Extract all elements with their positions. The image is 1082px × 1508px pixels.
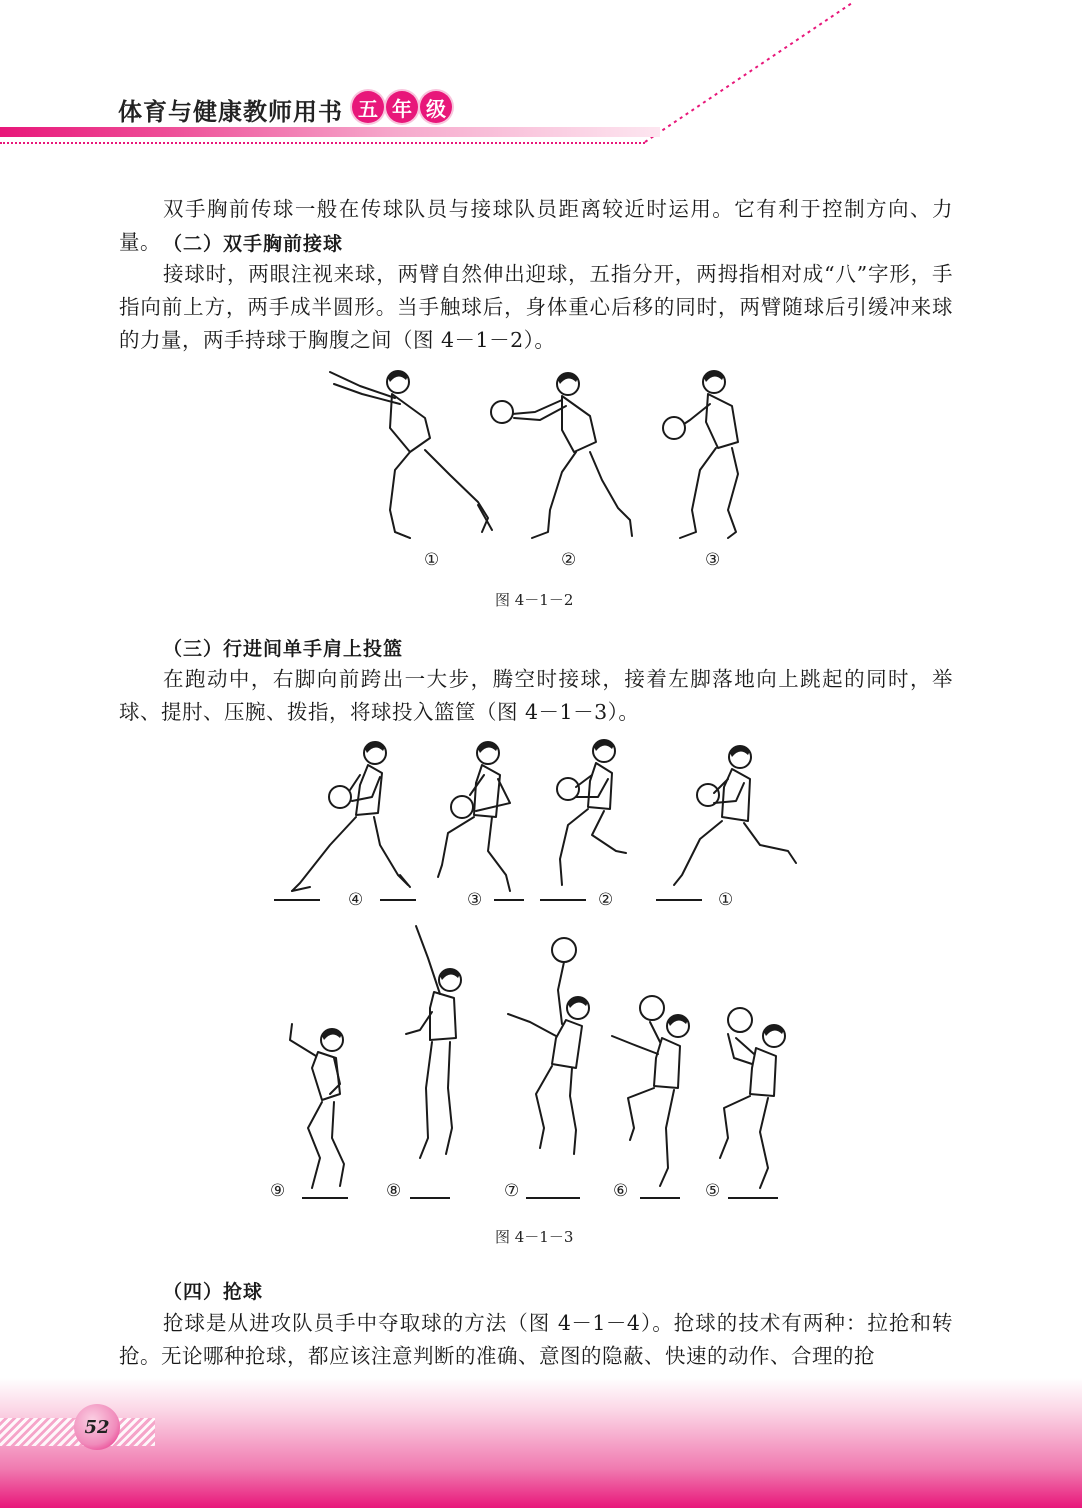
section-heading: （二）双手胸前接球 xyxy=(163,233,344,255)
player-illustration xyxy=(508,938,589,1154)
figure-label: ③ xyxy=(467,890,483,910)
player-illustration xyxy=(290,1024,344,1188)
player-illustration xyxy=(438,742,510,891)
figure-label: ⑥ xyxy=(613,1181,629,1201)
player-illustration xyxy=(330,371,492,538)
figure-label: ⑧ xyxy=(386,1181,402,1201)
page-header xyxy=(0,0,1082,160)
figure-label: ② xyxy=(598,890,614,910)
player-illustration xyxy=(292,742,410,891)
paragraph: 双手胸前传球一般在传球队员与接球队员距离较近时运用。它有利于控制方向、力量。 xyxy=(119,197,953,254)
player-illustration xyxy=(557,740,626,885)
page-footer xyxy=(0,1378,1082,1508)
layup-figure-row2 xyxy=(260,918,800,1200)
grade-char: 年 xyxy=(386,91,418,123)
figure-label: ① xyxy=(718,890,734,910)
player-illustration xyxy=(491,373,632,538)
paragraph: 在跑动中，右脚向前跨出一大步，腾空时接球，接着左脚落地向上跳起的同时，举球、提肘、压腕、拨指，将球投入篮筐（图 4－1－3）。 xyxy=(119,667,953,724)
figure-label: ② xyxy=(561,550,577,570)
header-decoration xyxy=(640,0,860,150)
figure-label: ④ xyxy=(348,890,364,910)
grade-char: 级 xyxy=(420,91,452,123)
player-illustration xyxy=(720,1008,785,1188)
header-bar xyxy=(0,127,660,137)
figure-label: ⑤ xyxy=(705,1181,721,1201)
player-illustration xyxy=(406,926,461,1158)
figure-label: ③ xyxy=(705,550,721,570)
section-heading: （三）行进间单手肩上投篮 xyxy=(163,638,404,660)
section-heading: （四）抢球 xyxy=(163,1281,264,1303)
figure-caption: 图 4－1－3 xyxy=(495,1228,574,1246)
paragraph: 接球时，两眼注视来球，两臂自然伸出迎球，五指分开，两拇指相对成“八”字形，手指向前上方，两手成半圆形。当手触球后，身体重心后移的同时，两臂随球后引缓冲来球的力量，两手持球于胸腹之间（图 4－1－2）。 xyxy=(119,262,953,352)
player-illustration xyxy=(674,746,796,885)
player-illustration xyxy=(612,996,689,1186)
player-illustration xyxy=(663,371,738,538)
paragraph: 抢球是从进攻队员手中夺取球的方法（图 4－1－4）。抢球的技术有两种：拉抢和转抢。无论哪种抢球，都应该注意判断的准确、意图的隐蔽、快速的动作、合理的抢 xyxy=(119,1311,953,1368)
page-number: 52 xyxy=(74,1404,120,1450)
figure-label: ⑦ xyxy=(504,1181,520,1201)
grade-char: 五 xyxy=(352,91,384,123)
catching-figure xyxy=(300,360,760,550)
figure-caption: 图 4－1－2 xyxy=(495,591,574,609)
book-title: 体育与健康教师用书 xyxy=(118,98,343,126)
layup-figure-row1 xyxy=(270,735,810,905)
header-dotted-rule xyxy=(0,142,645,144)
figure-label: ① xyxy=(424,550,440,570)
figure-label: ⑨ xyxy=(270,1181,286,1201)
grade-badge xyxy=(352,91,452,123)
